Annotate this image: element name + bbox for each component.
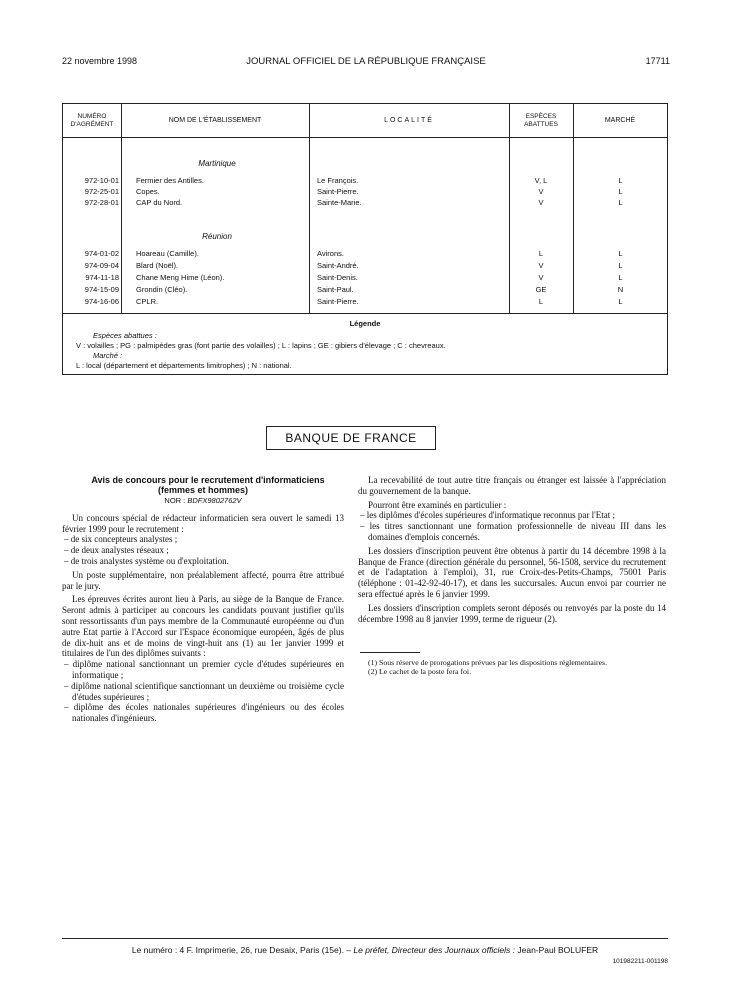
table-row [63,296,667,307]
cell-marche: L [618,273,623,282]
page-header [62,56,670,70]
footnote: (1) Sous réserve de prorogations prévues par les dispositions réglementaires. [368,658,608,668]
cell-marche: L [618,261,623,270]
cell-especes: V [538,187,544,196]
paragraph: Un poste supplémentaire, non préalablement affecté, pourra être attribué par le jury. [62,569,344,591]
column-header-localite: LOCALITÉ [384,116,434,124]
cell-localite: Sainte-Marie. [317,198,362,207]
cell-numero: 974-16-06 [84,297,119,306]
list-item: – de deux analystes réseaux ; [64,545,169,556]
legend-especes-text: V : volailles ; PG : palmipèdes gras (font partie des volailles) ; L : lapins ; GE : gibiers d'élevage ; C : chevreaux. [76,341,446,350]
nor-label: NOR : [164,496,186,505]
cell-nom: Chane Meng Hime (Léon). [136,273,225,282]
list-item: – de trois analystes système ou d'exploitation. [64,555,229,566]
column-header-nom: NOM DE L'ÉTABLISSEMENT [168,116,262,124]
nor-reference [62,496,344,507]
list-item: – diplôme des écoles nationales supérieures d'ingénieurs ou des écoles nationales d'ingénieurs. [64,702,344,724]
table-row [63,284,667,295]
table-row [63,186,667,197]
section-heading: BANQUE DE FRANCE [266,426,436,450]
header-divider [63,137,667,138]
cell-localite: Saint-Pierre. [317,297,359,306]
list-item: – de six concepteurs analystes ; [64,534,178,545]
cell-especes: L [538,297,544,306]
journal-title: JOURNAL OFFICIEL DE LA RÉPUBLIQUE FRANÇAISE [246,56,486,67]
paragraph: Pourront être examinés en particulier : [368,499,507,510]
cell-especes: GE [535,285,547,294]
cell-localite: Saint-Pierre. [317,187,359,196]
cell-numero: 974-15-09 [84,285,119,294]
cell-nom: CPLR. [136,297,159,306]
cell-numero: 972-28-01 [84,198,119,207]
paragraph: Les dossiers d'inscription peuvent être obtenus à partir du 14 décembre 1998 à la Banque de France (direction générale du personnel, 56-1508, service du recrutement et de l'adaptation à l'emploi), 31, rue Croix-des-Petits-Champs, 75001 Paris (téléphone : 01-42-92-40-17), et dans les succursales. Aucun envoi par courrier ne sera effectué après le 6 janvier 1999. [358,545,666,599]
cell-nom: Blard (Noël). [136,261,179,270]
legend-especes-label: Espèces abattues : [93,331,157,340]
list-item: – les titres sanctionnant une formation professionnelle de niveau III dans les domaines d'emplois concernés. [360,521,666,542]
footnote-divider [360,652,420,653]
legend-marche-label: Marché : [93,351,123,360]
cell-marche: L [618,176,623,185]
nor-value: BDFX9802762V [187,496,242,505]
article-right-column [358,475,666,676]
region-heading: Réunion [202,232,232,241]
print-code: 101982211-001198 [612,958,668,965]
cell-especes: V [538,261,544,270]
cell-marche: L [618,249,623,258]
page-footer [62,945,668,955]
cell-numero: 974-09-04 [84,261,119,270]
cell-nom: Fermier des Antilles. [136,176,204,185]
footer-director-name: Jean-Paul BOLUFER [517,945,599,955]
list-item: – diplôme national scientifique sanctionnant un deuxième ou troisième cycle d'études supérieures ; [64,680,344,702]
cell-numero: 972-10-01 [84,176,119,185]
cell-localite: Saint-Denis. [317,273,358,282]
legend-divider [63,313,667,314]
establishments-table [62,103,668,375]
footer-divider [62,938,668,939]
cell-localite: Le François. [317,176,359,185]
article-title: Avis de concours pour le recrutement d'informaticiens (femmes et hommes) [91,475,325,495]
cell-nom: Grondin (Cléo). [136,285,188,294]
cell-nom: Hoareau (Camille). [136,249,199,258]
table-row [63,260,667,271]
cell-nom: CAP du Nord. [136,198,183,207]
region-heading: Martinique [198,159,236,168]
table-row [63,175,667,186]
cell-especes: V, L [534,176,548,185]
table-row [63,248,667,259]
cell-marche: N [617,285,624,294]
paragraph: La recevabilité de tout autre titre français ou étranger est laissée à l'appréciation du gouvernement de la banque. [358,475,666,496]
cell-localite: Saint-Paul. [317,285,354,294]
cell-localite: Saint-André. [317,261,359,270]
table-row [63,272,667,283]
list-item: – diplôme national sanctionnant un premier cycle d'études supérieures en informatique ; [64,659,344,680]
footer-price-printer: Le numéro : 4 F. Imprimerie, 26, rue Desaix, Paris (15e). – [131,945,352,955]
column-header-marche: MARCHÉ [604,116,636,124]
cell-marche: L [618,198,623,207]
cell-numero: 974-01-02 [84,249,119,258]
list-item: – les diplômes d'écoles supérieures d'informatique reconnus par l'Etat ; [360,510,616,521]
article-left-column [62,475,344,724]
cell-localite: Avirons. [317,249,344,258]
cell-nom: Copes. [136,187,160,196]
legend-marche-text: L : local (département et départements limitrophes) ; N : national. [76,361,292,370]
table-row [63,197,667,208]
cell-especes: L [538,249,544,258]
cell-marche: L [618,297,623,306]
paragraph: Un concours spécial de rédacteur informaticien sera ouvert le samedi 13 février 1999 pour le recrutement : [62,512,344,534]
cell-especes: V [538,273,544,282]
footnote: (2) Le cachet de la poste fera foi. [368,667,472,677]
issue-date: 22 novembre 1998 [62,56,138,66]
column-header-numero: NUMÉRO D'AGRÉMENT [70,112,114,128]
cell-especes: V [538,198,544,207]
legend-title: Légende [349,319,381,328]
paragraph: Les dossiers d'inscription complets seront déposés ou renvoyés par la poste du 14 décembre 1998 au 8 janvier 1999, terme de rigueur (2). [358,602,666,624]
page-number: 17711 [645,56,670,66]
column-header-especes: ESPÈCES ABATTUES [524,112,558,128]
footer-director-label: Le préfet, Directeur des Journaux officiels : [353,945,515,955]
cell-numero: 972-25-01 [84,187,119,196]
cell-numero: 974-11-18 [85,273,119,282]
paragraph: Les épreuves écrites auront lieu à Paris, au siège de la Banque de France. Seront admis à participer au concours les candidats pouvant justifier qu'ils sont ressortissants d'un pays membre de la Communauté européenne ou d'un autre Etat partie à l'Accord sur l'Espace économique européen, âgés de plus de dix-huit ans et de moins de vingt-huit ans (1) au 1er janvier 1999 et titulaires de l'un des diplômes suivants : [62,594,344,659]
cell-marche: L [618,187,623,196]
